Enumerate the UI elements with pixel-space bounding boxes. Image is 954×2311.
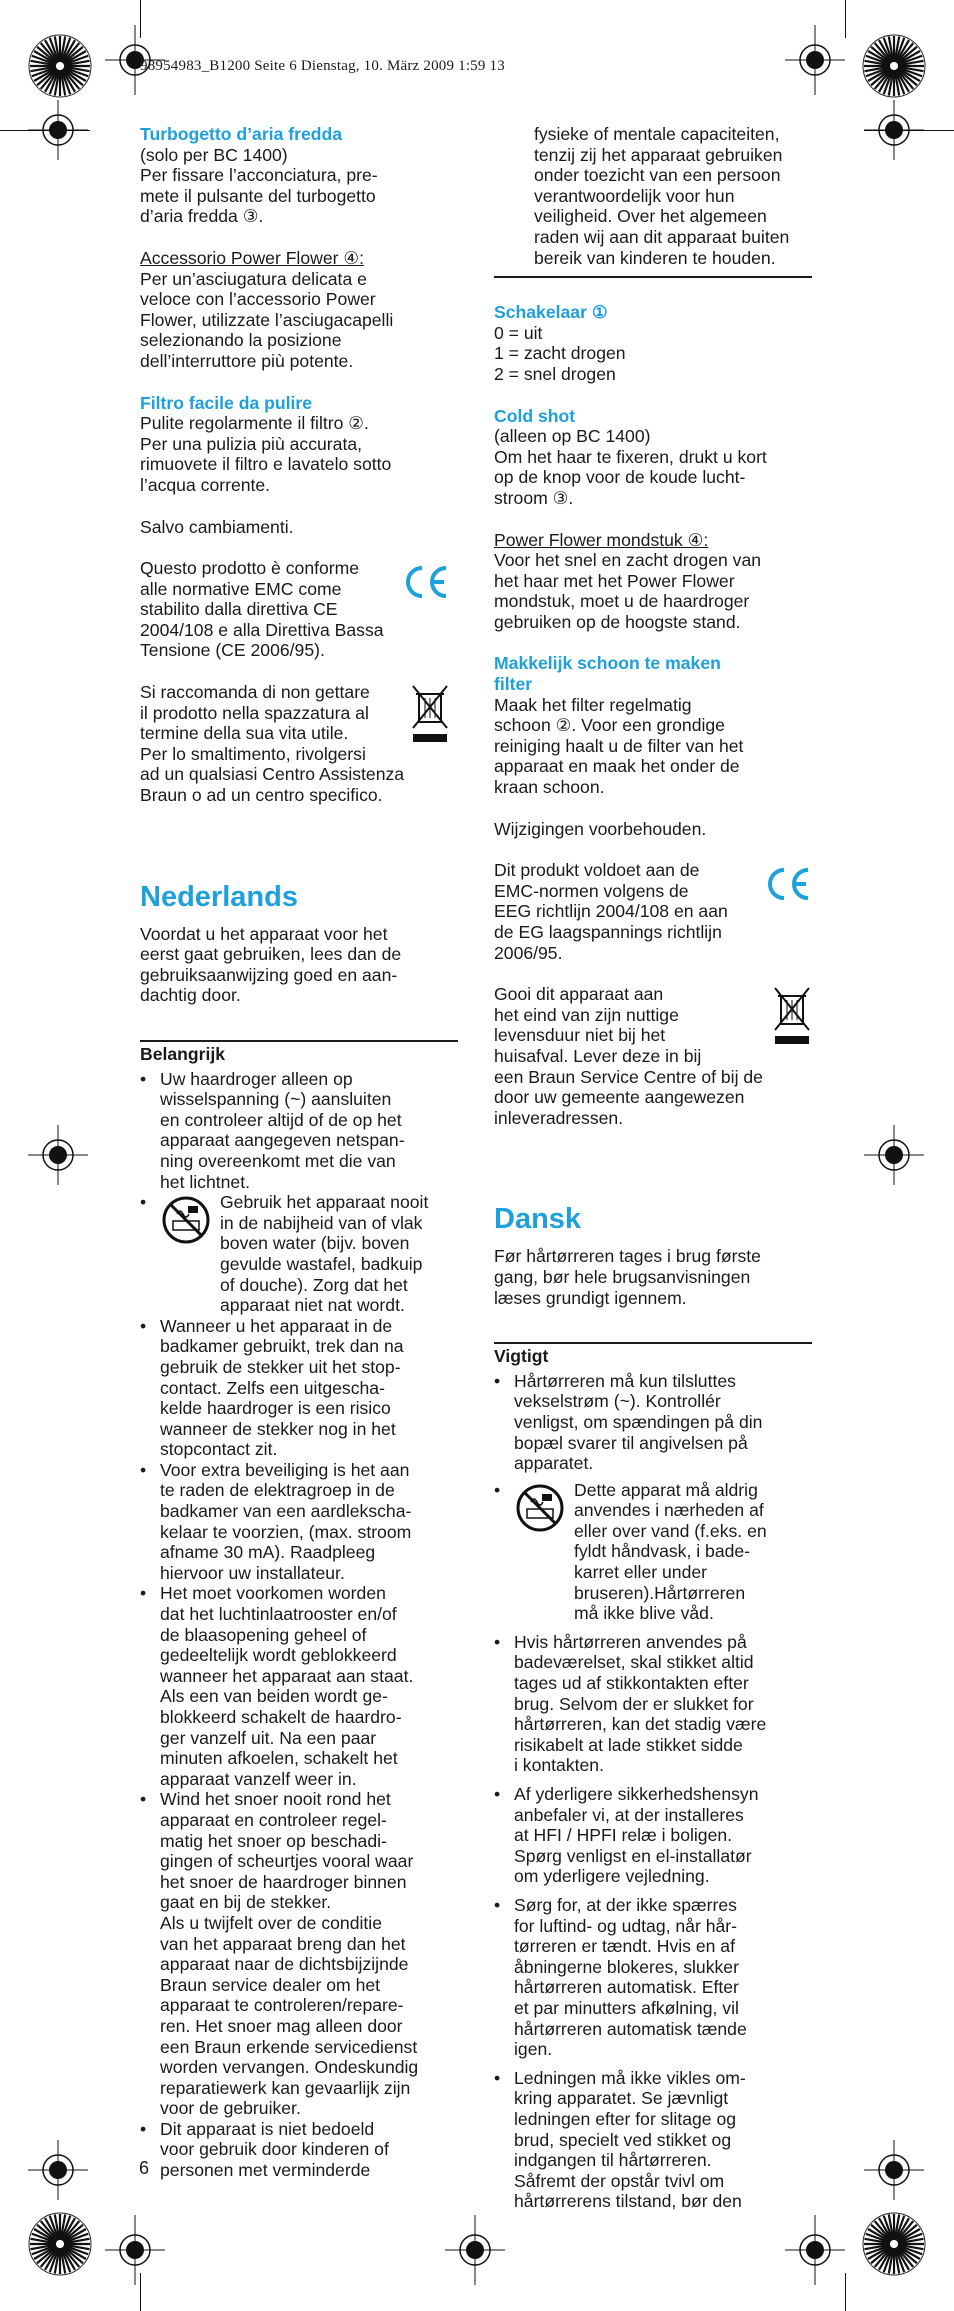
text-line: apparaat naar de dichtsbijzijnde: [160, 1954, 409, 1975]
text-line: gingen of scheurtjes vooral waar: [160, 1851, 414, 1872]
text-line: Per lo smaltimento, rivolgersi: [140, 743, 366, 764]
text-line: Flower, utilizzate l’asciugacapelli: [140, 309, 394, 330]
text-line: Pulite regolarmente il filtro ②.: [140, 413, 369, 434]
text-line: bruseren).Hårtørreren: [574, 1582, 746, 1603]
text-line: d’aria fredda ③.: [140, 206, 264, 227]
registration-mark-icon: [28, 2140, 88, 2200]
text-line: de EG laagspannings richtlijn: [494, 922, 722, 942]
text-line: reparatiewerk kan gevaarlijk zijn: [160, 2077, 411, 2098]
list-item: [140, 1460, 450, 1584]
text-line: • Hvis hårtørreren anvendes på: [514, 1631, 747, 1652]
text-line: eller over vand (f.eks. en: [574, 1520, 767, 1541]
text-line: venligst, om spændingen på din: [514, 1411, 763, 1432]
text-line: dell’interruttore più potente.: [140, 350, 354, 371]
text-line: EMC-normen volgens de: [494, 880, 689, 901]
text-line: Voordat u het apparaat voor het: [140, 923, 388, 944]
text-line: selezionando la posizione: [140, 330, 342, 351]
text-line: Dit produkt voldoet aan de: [494, 860, 700, 881]
crossed-out-bin-icon: [772, 984, 812, 1048]
text-line: kelde haardroger is een risico: [160, 1398, 391, 1419]
color-calibration-wheel-icon: [28, 2212, 92, 2276]
registration-mark-icon: [864, 2140, 924, 2200]
text-line: apparaat te controleren/repare-: [160, 1995, 404, 2016]
nl-ce-notice: [494, 860, 812, 963]
text-line: gedeeltelijk wordt geblokkeerd: [160, 1645, 397, 1666]
text-line: voor de gebruiker.: [160, 2098, 301, 2119]
text-line: ger vanzelf uit. Na een paar: [160, 1727, 377, 1748]
text-line: termine della sua vita utile.: [140, 723, 349, 744]
it-cold-shot-text: [140, 145, 450, 227]
text-line: Makkelijk schoon te maken: [494, 653, 721, 674]
registration-mark-icon: [445, 2215, 505, 2285]
warning-with-icon: [160, 1192, 450, 1316]
text-line: • Dette apparat må aldrig: [574, 1479, 758, 1500]
text-line: i kontakten.: [514, 1755, 604, 1776]
color-calibration-wheel-icon: [28, 34, 92, 98]
da-heading: Dansk: [494, 1203, 582, 1236]
text-line: 2006/95.: [494, 942, 563, 963]
text-line: door uw gemeente aangewezen: [494, 1087, 745, 1108]
nl-switch-title: Schakelaar ①: [494, 302, 608, 323]
da-important-list: [494, 1371, 812, 2212]
list-item: [140, 1583, 450, 1789]
text-line: 0 = uit: [494, 322, 543, 343]
left-column: [140, 124, 450, 2181]
text-line: ad un qualsiasi Centro Assistenza: [140, 764, 405, 785]
nl-filter-title: [494, 653, 812, 694]
text-line: matig het snoer op beschadi-: [160, 1830, 387, 1851]
text-line: • Wanneer u het apparaat in de: [160, 1315, 393, 1336]
text-line: at HFI / HPFI relæ i boligen.: [514, 1825, 733, 1846]
no-water-warning-icon: [160, 1194, 216, 1246]
list-item: [140, 1789, 450, 2119]
text-line: contact. Zelfs een uitgescha-: [160, 1377, 385, 1398]
text-line: Braun o ad un centro specifico.: [140, 785, 383, 806]
nl-heading: Nederlands: [140, 880, 298, 913]
text-line: rimuovete il filtro e lavatelo sotto: [140, 454, 392, 475]
list-item: [494, 1632, 812, 1776]
nl-switch-text: [494, 323, 812, 385]
warning-with-icon: [514, 1480, 812, 1624]
it-cold-shot-title: Turbogetto d’aria fredda: [140, 124, 343, 144]
nl-disposal-notice: [494, 984, 812, 1128]
text-line: brud, specielt ved stikket og: [514, 2129, 732, 2150]
text-line: Questo prodotto è conforme: [140, 558, 360, 579]
text-line: tenzij zij het apparaat gebruiken: [534, 144, 783, 165]
nl-intro: [140, 924, 450, 1006]
text-line: må ikke blive våd.: [574, 1603, 714, 1624]
registration-mark-icon: [105, 2215, 165, 2285]
section-divider: [494, 1342, 812, 1344]
text-line: dat het luchtinlaatrooster en/of: [160, 1604, 397, 1625]
text-line: gebruik de stekker uit het stop-: [160, 1356, 401, 1377]
text-line: fyldt håndvask, i bade-: [574, 1541, 751, 1562]
no-water-warning-icon: [514, 1482, 570, 1534]
text-line: indgangen til hårtørreren.: [514, 2150, 712, 2171]
text-line: mondstuk, moet u de haardroger: [494, 591, 750, 612]
text-line: een Braun Service Centre of bij de: [494, 1066, 763, 1087]
text-line: op de knop voor de koude lucht-: [494, 467, 746, 488]
text-line: afname 30 mA). Raadpleeg: [160, 1542, 376, 1563]
text-line: levensduur niet bij het: [494, 1025, 666, 1046]
text-line: • Dit apparaat is niet bedoeld: [160, 2118, 375, 2139]
text-line: • Sørg for, at der ikke spærres: [514, 1894, 737, 1915]
text-line: Maak het filter regelmatig: [494, 694, 692, 715]
nl-bullet7-continued: [494, 124, 812, 268]
text-line: • Het moet voorkomen worden: [160, 1583, 386, 1604]
text-line: stopcontact zit.: [160, 1439, 278, 1460]
text-line: gang, bør hele brugsanvisningen: [494, 1266, 751, 1287]
text-line: apparaat niet nat wordt.: [220, 1295, 405, 1316]
text-line: vekselstrøm (~). Kontrollér: [514, 1391, 721, 1412]
text-line: åbningerne blokeres, slukker: [514, 1956, 739, 1977]
text-line: Såfremt der opstår tvivl om: [514, 2170, 725, 2191]
crop-mark: [845, 2273, 846, 2311]
text-line: Tensione (CE 2006/95).: [140, 640, 325, 661]
text-line: wisselspanning (~) aansluiten: [160, 1089, 392, 1110]
text-line: apparaat en maak het onder de: [494, 756, 740, 777]
text-line: Gooi dit apparaat aan: [494, 984, 664, 1005]
text-line: hårtørreren, kan det stadig være: [514, 1714, 767, 1735]
registration-mark-icon: [785, 2215, 845, 2285]
list-item: [494, 1784, 812, 1887]
text-line: apparaat aangegeven netspan-: [160, 1130, 405, 1151]
text-line: boven water (bijv. boven: [220, 1233, 410, 1254]
text-line: reiniging haalt u de filter van het: [494, 735, 744, 756]
list-item: [494, 1480, 812, 1624]
text-line: kraan schoon.: [494, 777, 605, 798]
text-line: het snoer de haardroger binnen: [160, 1871, 407, 1892]
text-line: hårtørreren automatisk. Efter: [514, 1977, 739, 1998]
ce-mark-icon: [764, 864, 812, 904]
text-line: for luftind- og udtag, når hår-: [514, 1915, 737, 1936]
text-line: Per una pulizia più accurata,: [140, 433, 363, 454]
text-line: anbefaler vi, at der installeres: [514, 1804, 744, 1825]
text-line: • Wind het snoer nooit rond het: [160, 1789, 391, 1810]
color-calibration-wheel-icon: [862, 2212, 926, 2276]
text-line: onder toezicht van een persoon: [534, 165, 781, 186]
text-line: gebruiksaanwijzing goed en aan-: [140, 964, 398, 985]
list-item: [140, 1192, 450, 1316]
text-line: 2 = snel drogen: [494, 363, 616, 384]
nl-cold-shot-title: Cold shot: [494, 405, 576, 426]
text-line: Spørg venligst en el-installatør: [514, 1845, 752, 1866]
text-line: Per fissare l’acconciatura, pre-: [140, 165, 378, 186]
text-line: veiligheid. Over het algemeen: [534, 206, 767, 227]
ce-mark-icon: [402, 562, 450, 602]
list-item: [494, 1895, 812, 2060]
text-line: schoon ②. Voor een grondige: [494, 715, 725, 736]
text-line: • Af yderligere sikkerhedshensyn: [514, 1784, 759, 1804]
text-line: wanneer het apparaat aan staat.: [160, 1665, 414, 1686]
it-flower-text: [140, 269, 450, 372]
text-line: badeværelset, skal stikket altid: [514, 1652, 754, 1673]
text-line: (alleen op BC 1400): [494, 426, 651, 447]
text-line: alle normative EMC come: [140, 578, 342, 599]
text-line: filter: [494, 674, 533, 695]
it-disposal-notice: [140, 682, 450, 806]
text-line: karret eller under: [574, 1562, 707, 1583]
text-line: worden vervangen. Ondeskundig: [160, 2057, 419, 2078]
text-line: apparaat en controleer regel-: [160, 1809, 387, 1830]
nl-important-title: Belangrijk: [140, 1044, 226, 1064]
it-filter-text: [140, 413, 450, 495]
text-line: badkamer gebruikt, trek dan na: [160, 1336, 404, 1357]
text-line: kring apparatet. Se jævnligt: [514, 2088, 729, 2109]
text-line: het lichtnet.: [160, 1171, 250, 1192]
list-item: [494, 2068, 812, 2212]
text-line: stabilito dalla direttiva CE: [140, 599, 338, 620]
text-line: de blaasopening geheel of: [160, 1624, 367, 1645]
page-number: 6: [139, 2158, 150, 2178]
text-line: Als u twijfelt over de conditie: [160, 1912, 382, 1933]
text-line: om yderligere vejledning.: [514, 1866, 710, 1887]
text-line: 2004/108 e alla Direttiva Bassa: [140, 619, 384, 640]
text-line: mete il pulsante del turbogetto: [140, 185, 376, 206]
text-line: het haar met het Power Flower: [494, 570, 735, 591]
text-line: Braun service dealer om het: [160, 1974, 381, 1995]
text-line: in de nabijheid van of vlak: [220, 1212, 423, 1233]
text-line: te raden de elektragroep in de: [160, 1480, 395, 1501]
section-divider: [140, 1040, 458, 1042]
crop-mark: [140, 0, 141, 38]
crop-mark: [845, 0, 846, 38]
text-line: badkamer van een aardlekscha-: [160, 1501, 412, 1522]
text-line: een Braun erkende servicedienst: [160, 2036, 418, 2057]
it-ce-notice: [140, 558, 450, 661]
right-column: [494, 124, 812, 2212]
it-flower-title: Accessorio Power Flower ④:: [140, 247, 365, 268]
text-line: het eind van zijn nuttige: [494, 1004, 679, 1025]
text-line: gevulde wastafel, badkuip: [220, 1253, 423, 1274]
text-line: personen met verminderde: [160, 2160, 371, 2181]
text-line: • Gebruik het apparaat nooit: [220, 1192, 429, 1213]
text-line: hårtørrerens tilstand, bør den: [514, 2191, 742, 2212]
text-line: raden wij aan dit apparaat buiten: [534, 226, 790, 247]
text-line: of douche). Zorg dat het: [220, 1274, 408, 1295]
text-line: verantwoordelijk voor hun: [534, 185, 735, 206]
crop-mark: [0, 130, 90, 131]
text-line: • Ledningen må ikke vikles om-: [514, 2067, 746, 2088]
text-line: inleveradressen.: [494, 1107, 624, 1128]
text-line: • Uw haardroger alleen op: [160, 1068, 353, 1089]
nl-flower-text: [494, 550, 812, 632]
text-line: brug. Selvom der er slukket for: [514, 1693, 754, 1714]
it-subject-to-change: Salvo cambiamenti.: [140, 516, 294, 537]
text-line: wanneer de stekker nog in het: [160, 1418, 396, 1439]
text-line: veloce con l’accessorio Power: [140, 289, 376, 310]
text-line: hiervoor uw installateur.: [160, 1562, 345, 1583]
nl-cold-shot-text: [494, 426, 812, 508]
text-line: ledningen efter for slitage og: [514, 2108, 737, 2129]
text-line: apparaat vanzelf weer in.: [160, 1768, 357, 1789]
da-important-title: Vigtigt: [494, 1346, 549, 1367]
text-line: (solo per BC 1400): [140, 144, 288, 165]
text-line: huisafval. Lever deze in bij: [494, 1045, 702, 1066]
text-line: eerst gaat gebruiken, lees dan de: [140, 944, 402, 965]
text-line: gebruiken op de hoogste stand.: [494, 611, 741, 632]
text-line: bopæl svarer til angivelsen på: [514, 1432, 748, 1453]
text-line: tages ud af stikkontakten efter: [514, 1673, 749, 1694]
text-line: 1 = zacht drogen: [494, 343, 626, 364]
text-line: igen.: [514, 2039, 553, 2060]
text-line: bereik van kinderen te houden.: [534, 247, 776, 268]
crop-mark: [864, 130, 954, 131]
text-line: ning overeenkomt met die van: [160, 1150, 396, 1171]
list-item: [140, 1316, 450, 1460]
text-line: risikabelt at lade stikket sidde: [514, 1734, 743, 1755]
registration-mark-icon: [864, 1125, 924, 1185]
text-line: tørreren er tændt. Hvis en af: [514, 1936, 735, 1957]
text-line: Per un’asciugatura delicata e: [140, 268, 367, 289]
registration-mark-icon: [28, 1125, 88, 1185]
text-line: • Hårtørreren må kun tilsluttes: [514, 1370, 736, 1391]
text-line: minuten afkoelen, schakelt het: [160, 1748, 398, 1769]
text-line: fysieke of mentale capaciteiten,: [534, 124, 780, 144]
text-line: van het apparaat breng dan het: [160, 1933, 406, 1954]
crossed-out-bin-icon: [410, 682, 450, 746]
text-line: hårtørreren automatisk tænde: [514, 2018, 747, 2039]
text-line: anvendes i nærheden af: [574, 1500, 764, 1521]
text-line: læses grundigt igennem.: [494, 1287, 687, 1308]
text-line: ren. Het snoer mag alleen door: [160, 2015, 403, 2036]
text-line: EEG richtlijn 2004/108 en aan: [494, 901, 728, 922]
text-line: Als een van beiden wordt ge-: [160, 1686, 388, 1707]
text-line: il prodotto nella spazzatura al: [140, 702, 369, 723]
text-line: voor gebruik door kinderen of: [160, 2139, 389, 2160]
text-line: stroom ③.: [494, 487, 574, 508]
text-line: • Voor extra beveiliging is het aan: [160, 1459, 410, 1480]
da-intro: [494, 1246, 812, 1308]
registration-mark-icon: [785, 25, 845, 95]
text-line: Før hårtørreren tages i brug første: [494, 1246, 761, 1267]
crop-mark: [140, 2273, 141, 2311]
print-imprint: 98954983_B1200 Seite 6 Dienstag, 10. März 2009 1:59 13: [140, 58, 505, 74]
text-line: gaat en bij de stekker.: [160, 1892, 332, 1913]
text-line: en controleer altijd of de op het: [160, 1109, 402, 1130]
list-item: [494, 1371, 812, 1474]
it-filter-title: Filtro facile da pulire: [140, 392, 313, 413]
text-line: blokkeerd schakelt de haardro-: [160, 1707, 402, 1727]
list-item: [140, 2119, 450, 2181]
text-line: apparatet.: [514, 1453, 594, 1474]
text-line: kelaar te voorzien, (max. stroom: [160, 1521, 412, 1542]
text-line: Om het haar te fixeren, drukt u kort: [494, 446, 767, 467]
text-line: Voor het snel en zacht drogen van: [494, 550, 762, 571]
nl-flower-title: Power Flower mondstuk ④:: [494, 529, 709, 550]
text-line: et par minutters afkølning, vil: [514, 1997, 739, 2018]
section-divider: [494, 276, 812, 278]
nl-filter-text: [494, 695, 812, 798]
color-calibration-wheel-icon: [862, 34, 926, 98]
list-item: [140, 1069, 450, 1193]
nl-important-list: [140, 1069, 450, 2181]
nl-subject-to-change: Wijzigingen voorbehouden.: [494, 818, 707, 839]
text-line: Si raccomanda di non gettare: [140, 682, 370, 703]
text-line: dachtig door.: [140, 985, 241, 1006]
text-line: l’acqua corrente.: [140, 474, 271, 495]
